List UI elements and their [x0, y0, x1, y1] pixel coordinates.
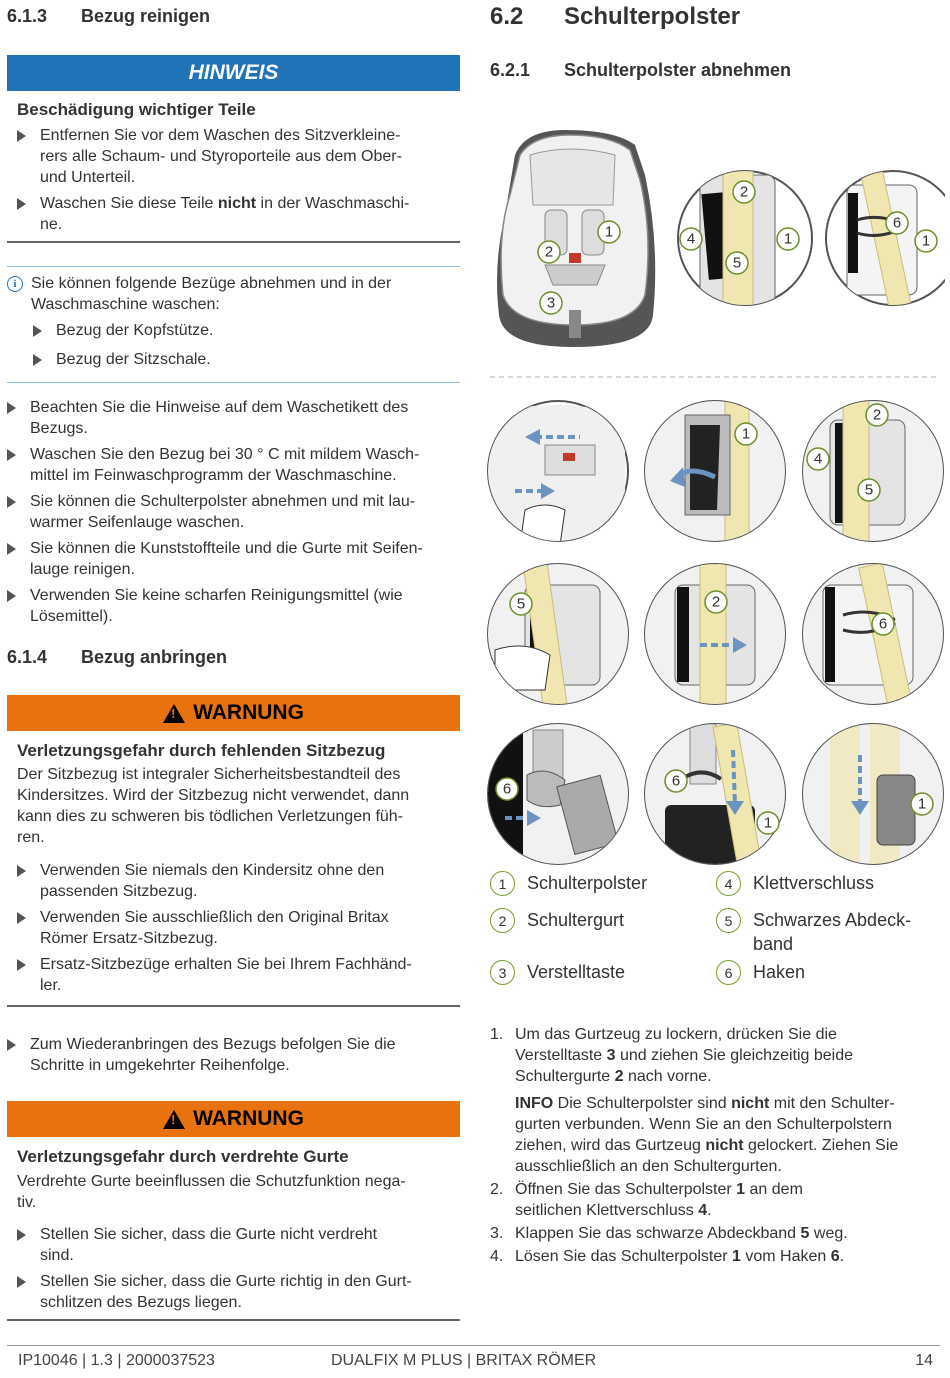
legend-number: 3 — [490, 960, 515, 985]
list-item: Ersatz-Sitzbezüge erhalten Sie bei Ihrem Fachhänd- ler. — [17, 954, 457, 996]
page-number: 14 — [915, 1352, 933, 1369]
list-item: Verwenden Sie keine scharfen Reinigungsmittel (wie Lösemittel). — [7, 585, 460, 627]
reattach-step: Zum Wiederanbringen des Bezugs befolgen Sie die Schritte in umgekehrter Reihenfolge. — [7, 1034, 460, 1076]
warning-title: Verletzungsgefahr durch verdrehte Gurte — [17, 1147, 349, 1166]
legend-number: 4 — [716, 871, 741, 896]
cleaning-bullets — [7, 397, 460, 627]
list-item: Waschen Sie den Bezug bei 30 ° C mit mildem Wasch- mittel im Feinwaschprogramm der Waschmaschine. — [7, 444, 460, 486]
list-item: Entfernen Sie vor dem Waschen des Sitzverkleine- rers alle Schaum- und Styroporteile aus dem Ober- und Unterteil. — [17, 125, 452, 188]
divider — [7, 1005, 460, 1007]
legend-item: 6 Haken — [716, 960, 805, 985]
svg-text:6: 6 — [671, 772, 681, 790]
shoulder-pad-illustrations — [485, 115, 945, 870]
bullet-triangle-icon — [17, 1276, 26, 1288]
badge — [872, 613, 894, 635]
info-icon: i — [7, 276, 23, 292]
section-heading-6-1-3: 6.1.3 Bezug reinigen — [7, 6, 211, 26]
divider — [7, 382, 460, 383]
badge — [858, 479, 880, 501]
bullet-triangle-icon — [17, 865, 26, 877]
bullet-triangle-icon — [17, 198, 26, 210]
warning-list — [17, 860, 457, 996]
svg-text:4: 4 — [813, 450, 823, 468]
divider — [7, 241, 460, 243]
list-item: Waschen Sie diese Teile nicht in der Waschmaschi- ne. — [17, 193, 452, 235]
hinweis-bar: HINWEIS — [7, 55, 460, 91]
svg-text:2: 2 — [711, 593, 721, 611]
divider — [7, 1319, 460, 1321]
warning-body: Verdrehte Gurte beeinflussen die Schutzfunktion nega- tiv. — [17, 1173, 406, 1211]
badge — [777, 228, 799, 250]
bullet-triangle-icon — [7, 543, 16, 555]
footer-product: DUALFIX M PLUS | BRITAX RÖMER — [331, 1352, 597, 1369]
step-circle-row2-b — [645, 564, 785, 714]
badge — [538, 241, 560, 263]
warning-body: Der Sitzbezug ist integraler Sicherheitsbestandteil des Kindersitzes. Wird der Sitzbezug nicht verwendet, dann kann dies zu schweren bis tödlichen Verletzungen füh- ren. — [17, 766, 410, 846]
bullet-triangle-icon — [33, 354, 42, 366]
badge — [911, 793, 933, 815]
bullet-triangle-icon — [33, 325, 42, 337]
list-item: Verwenden Sie ausschließlich den Original Britax Römer Ersatz-Sitzbezug. — [17, 907, 457, 949]
step-circle-row3-b — [645, 723, 785, 870]
badge — [598, 221, 620, 243]
list-item: Bezug der Kopfstütze. — [33, 320, 460, 341]
svg-text:2: 2 — [872, 406, 882, 424]
svg-text:5: 5 — [864, 481, 874, 499]
bullet-triangle-icon — [17, 912, 26, 924]
svg-text:1: 1 — [604, 223, 614, 241]
svg-text:3: 3 — [546, 294, 556, 312]
step-circle-row1-a — [488, 401, 628, 545]
legend-number: 1 — [490, 871, 515, 896]
section-heading-6-2: 6.2 Schulterpolster — [490, 3, 741, 30]
legend-number: 5 — [716, 908, 741, 933]
footer-divider — [7, 1345, 940, 1346]
warning-list — [17, 1224, 457, 1313]
bullet-triangle-icon — [17, 130, 26, 142]
steps-list — [490, 1024, 940, 1267]
footer-doc-id: IP10046 | 1.3 | 2000037523 — [18, 1352, 215, 1369]
legend-item: 1 Schulterpolster — [490, 871, 647, 896]
badge — [735, 423, 757, 445]
badge — [807, 448, 829, 470]
badge — [680, 228, 702, 250]
badge — [496, 778, 518, 800]
badge — [510, 593, 532, 615]
info-block: i Sie können folgende Bezüge abnehmen und in der Waschmaschine waschen: Bezug der Kopfstütze. Bezug der Sitzschale. — [7, 273, 460, 370]
divider — [7, 266, 460, 267]
warning-icon — [163, 704, 185, 723]
badge — [726, 252, 748, 274]
svg-text:6: 6 — [892, 214, 902, 232]
list-item: Verwenden Sie niemals den Kindersitz ohne den passenden Sitzbezug. — [17, 860, 457, 902]
legend-number: 6 — [716, 960, 741, 985]
step-circle-row2-c — [803, 563, 943, 715]
list-item: Bezug der Sitzschale. — [33, 349, 460, 370]
warning-icon — [163, 1110, 185, 1129]
warnung-bar: ! WARNUNG — [7, 1101, 460, 1137]
bullet-triangle-icon — [17, 1229, 26, 1241]
list-item: Beachten Sie die Hinweise auf dem Waschetikett des Bezugs. — [7, 397, 460, 439]
warning-title: Verletzungsgefahr durch fehlenden Sitzbezug — [17, 741, 386, 760]
svg-text:1: 1 — [741, 425, 751, 443]
step-item: 1. Um das Gurtzeug zu lockern, drücken Sie die Verstelltaste 3 und ziehen Sie gleichzeitig beide Schultergurte 2 nach vorne. — [490, 1026, 854, 1085]
bullet-triangle-icon — [7, 590, 16, 602]
hinweis-list — [17, 125, 452, 235]
svg-text:5: 5 — [732, 254, 742, 272]
bullet-triangle-icon — [7, 1039, 16, 1051]
hinweis-title: Beschädigung wichtiger Teile — [17, 100, 256, 119]
legend-number: 2 — [490, 908, 515, 933]
section-heading-6-2-1: 6.2.1 Schulterpolster abnehmen — [490, 60, 792, 80]
badge — [665, 770, 687, 792]
svg-text:2: 2 — [544, 243, 554, 261]
svg-text:1: 1 — [763, 814, 773, 832]
badge — [866, 404, 888, 426]
child-seat-overview — [497, 130, 655, 347]
step-item: 4. Lösen Sie das Schulterpolster 1 vom Haken 6. — [490, 1248, 845, 1265]
bullet-triangle-icon — [7, 402, 16, 414]
svg-text:6: 6 — [878, 615, 888, 633]
list-item: Sie können die Kunststoffteile und die Gurte mit Seifen- lauge reinigen. — [7, 538, 460, 580]
legend-item: 4 Klettverschluss — [716, 871, 874, 896]
badge — [886, 212, 908, 234]
svg-text:6: 6 — [502, 780, 512, 798]
svg-text:1: 1 — [783, 230, 793, 248]
bullet-triangle-icon — [7, 449, 16, 461]
svg-text:4: 4 — [686, 230, 696, 248]
badge — [757, 812, 779, 834]
svg-text:1: 1 — [921, 232, 931, 250]
badge — [915, 230, 937, 252]
legend-item: 3 Verstelltaste — [490, 960, 625, 985]
svg-text:5: 5 — [516, 595, 526, 613]
step-circle-row1-b — [645, 395, 785, 555]
badge — [733, 181, 755, 203]
list-item: Stellen Sie sicher, dass die Gurte richtig in den Gurt- schlitzen des Bezugs liegen. — [17, 1271, 457, 1313]
info-note: INFO Die Schulterpolster sind nicht mit den Schulter- gurten verbunden. Wenn Sie an den Schulterpolstern ziehen, wird das Gurtzeug nicht gelockert. Ziehen Sie ausschließlich an den Schultergurten. — [515, 1095, 899, 1175]
step-circle-row2-a — [488, 563, 628, 715]
svg-text:2: 2 — [739, 183, 749, 201]
bullet-triangle-icon — [17, 959, 26, 971]
step-item: 2. Öffnen Sie das Schulterpolster 1 an dem seitlichen Klettverschluss 4. — [490, 1181, 803, 1219]
step-item: 3. Klappen Sie das schwarze Abdeckband 5 weg. — [490, 1225, 848, 1242]
section-heading-6-1-4: 6.1.4 Bezug anbringen — [7, 647, 228, 667]
legend-item: 5 Schwarzes Abdeck- band — [716, 908, 911, 956]
bullet-triangle-icon — [7, 496, 16, 508]
warnung-bar: ! WARNUNG — [7, 695, 460, 731]
badge — [705, 591, 727, 613]
svg-text:1: 1 — [917, 795, 927, 813]
list-item: Stellen Sie sicher, dass die Gurte nicht verdreht sind. — [17, 1224, 457, 1266]
legend-item: 2 Schultergurt — [490, 908, 624, 933]
badge — [540, 292, 562, 314]
list-item: Sie können die Schulterpolster abnehmen und mit lau- warmer Seifenlauge waschen. — [7, 491, 460, 533]
